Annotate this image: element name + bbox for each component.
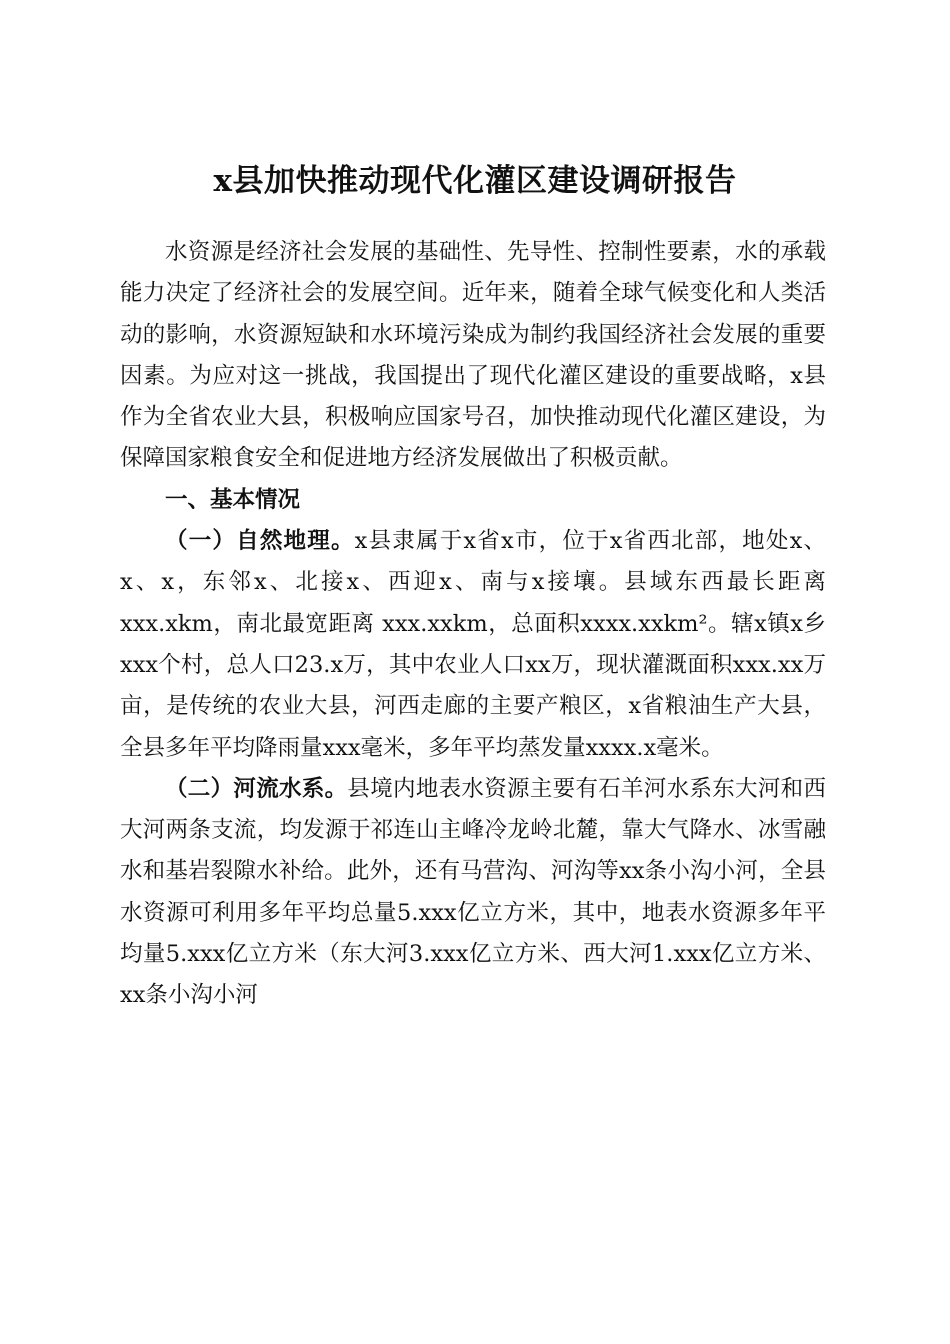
paragraph-natural-geography <box>120 521 826 769</box>
section-heading-basic-situation: 一、基本情况 <box>165 486 301 513</box>
natural-geography-text: x县隶属于x省x市，位于x省西北部，地处x、x、x，东邻x、北接x、西迎x、南与x接壤。县域东西最长距离 xxx.xkm，南北最宽距离 xxx.xxkm，总面积xxxx.xxkm²。辖x镇x乡xxx个村，总人口23.x万，其中农业人口xx万，现状灌溉面积xxx.xx万亩，是传统的农业大县，河西走廊的主要产粮区，x省粮油生产大县，全县多年平均降雨量xxx毫米，多年平均蒸发量xxxx.x毫米。 <box>120 528 826 761</box>
subheading-natural-geography: （一）自然地理。 <box>165 528 355 555</box>
document-body <box>120 232 826 1017</box>
subheading-river-system: （二）河流水系。 <box>165 775 348 802</box>
river-system-text: 县境内地表水资源主要有石羊河水系东大河和西大河两条支流，均发源于祁连山主峰冷龙岭北麓，靠大气降水、冰雪融水和基岩裂隙水补给。此外，还有马营沟、河沟等xx条小沟小河，全县水资源可利用多年平均总量5.xxx亿立方米，其中，地表水资源多年平均量5.xxx亿立方米（东大河3.xxx亿立方米、西大河1.xxx亿立方米、xx条小沟小河 <box>120 775 826 1009</box>
intro-paragraph: 水资源是经济社会发展的基础性、先导性、控制性要素，水的承载能力决定了经济社会的发展空间。近年来，随着全球气候变化和人类活动的影响，水资源短缺和水环境污染成为制约我国经济社会发展的重要因素。为应对这一挑战，我国提出了现代化灌区建设的重要战略，x县作为全省农业大县，积极响应国家号召，加快推动现代化灌区建设，为保障国家粮食安全和促进地方经济发展做出了积极贡献。 <box>120 239 826 472</box>
document-title: x县加快推动现代化灌区建设调研报告 <box>213 162 737 199</box>
paragraph-river-system <box>120 769 826 1017</box>
